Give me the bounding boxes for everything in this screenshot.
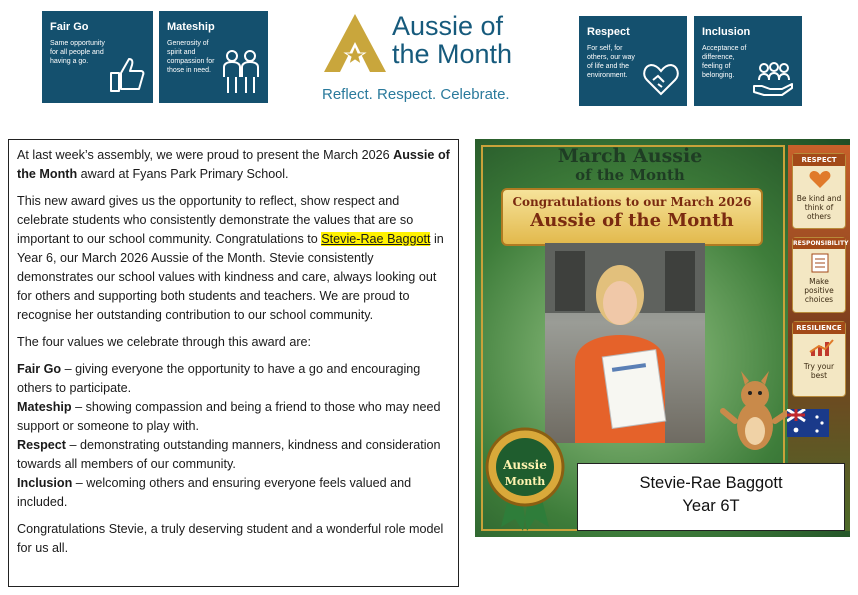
group-hand-icon — [752, 62, 796, 98]
article-paragraph-1 — [17, 146, 451, 184]
value-card-mateship — [159, 11, 268, 103]
kangaroo-mascot-icon — [715, 371, 795, 461]
value-card-fair-go — [42, 11, 153, 103]
logo-line-2: the Month — [392, 39, 513, 69]
award-badge-icon — [481, 407, 569, 532]
card-desc: Acceptance of difference, feeling of belonging. — [702, 45, 747, 79]
poster-value-responsibility — [792, 237, 849, 313]
checklist-icon — [793, 253, 847, 273]
thumbs-up-icon — [107, 55, 147, 95]
badge-text-2: Month — [504, 475, 546, 488]
student-name-highlight: Stevie-Rae Baggott — [321, 232, 431, 246]
article-paragraph-2 — [17, 192, 451, 325]
value-name: Respect — [17, 438, 66, 452]
poster-value-desc: Be kind and think of others — [796, 194, 842, 221]
card-title: Inclusion — [702, 26, 751, 38]
poster-value-resilience — [792, 321, 846, 397]
student-photo — [545, 243, 705, 443]
text-run: in Year 6, our March 2026 Aussie of the Month. Stevie consistently demonstrates our school values with kindness and care, always looking out for others and supporting both students and teachers. We are proud to recognise her outstanding contribution to our school community. — [17, 232, 444, 322]
value-name: Fair Go — [17, 362, 62, 376]
poster-value-title: RESILIENCE — [793, 322, 845, 334]
heart-hands-icon — [793, 170, 847, 190]
logo-line-1: Aussie of — [392, 11, 504, 41]
value-text: – welcoming others and ensuring everyone feels valued and included. — [17, 476, 412, 509]
aussie-of-the-month-logo — [318, 10, 548, 106]
gold-a-star-icon — [322, 12, 388, 74]
poster-value-respect — [792, 153, 846, 229]
two-people-icon — [220, 49, 262, 95]
card-desc: Generosity of spirit and compassion for those in need. — [167, 40, 215, 74]
student-caption — [577, 463, 845, 531]
text-run: This new award gives us the opportunity to reflect, show respect and celebrate students who consistently demonstrate the values that are so important to our school community. Congratulations to — [17, 194, 414, 246]
ribbon-line-2: Aussie of the Month — [530, 210, 734, 231]
badge-text-1: Aussie — [503, 458, 547, 472]
card-title: Fair Go — [50, 21, 89, 33]
value-text: – showing compassion and being a friend to those who may need support or someone to play with. — [17, 400, 441, 433]
value-name: Inclusion — [17, 476, 73, 490]
value-item-fair-go — [17, 360, 451, 398]
card-desc: For self, for others, our way of life and the environment. — [587, 45, 635, 79]
card-title: Mateship — [167, 21, 215, 33]
card-desc: Same opportunity for all people and having a go. — [50, 40, 105, 65]
ribbon-line-1: Congratulations to our March 2026 — [512, 195, 752, 209]
text-run: At last week’s assembly, we were proud to present the March 2026 — [17, 148, 394, 162]
poster-ribbon — [501, 188, 763, 246]
value-name: Mateship — [17, 400, 72, 414]
value-item-mateship — [17, 398, 451, 436]
value-item-respect — [17, 436, 451, 474]
poster-title-line-2: of the Month — [575, 166, 685, 184]
card-title: Respect — [587, 26, 630, 38]
value-text: – giving everyone the opportunity to have a go and encouraging others to participate. — [17, 362, 421, 395]
australian-flag-icon — [787, 409, 829, 437]
value-item-inclusion — [17, 474, 451, 512]
award-name: Aussie of the Month — [17, 148, 450, 181]
caption-name: Stevie-Rae Baggott — [639, 474, 783, 492]
poster-title-line-1: March Aussie — [557, 145, 703, 167]
article-paragraph-3: The four values we celebrate through this award are: — [17, 335, 312, 349]
logo-title — [392, 12, 512, 68]
article-text-box — [8, 139, 459, 587]
heart-handshake-icon — [641, 60, 681, 98]
poster-value-title: RESPECT — [793, 154, 845, 166]
text-run: award at Fyans Park Primary School. — [77, 167, 289, 181]
rising-chart-icon — [793, 338, 847, 358]
poster-value-title: RESPONSIBILITY — [793, 240, 849, 247]
poster-value-desc: Try your best — [803, 362, 835, 380]
logo-tagline: Reflect. Respect. Celebrate. — [322, 86, 510, 103]
student-figure-icon — [545, 243, 705, 443]
value-card-inclusion — [694, 16, 802, 106]
poster-value-desc: Make positive choices — [804, 277, 834, 304]
value-text: – demonstrating outstanding manners, kindness and consideration towards all members of our community. — [17, 438, 441, 471]
article-paragraph-4: Congratulations Stevie, a truly deserving student and a wonderful role model for us all. — [17, 522, 444, 555]
value-card-respect — [579, 16, 687, 106]
values-list — [17, 360, 451, 512]
caption-year: Year 6T — [682, 497, 740, 515]
